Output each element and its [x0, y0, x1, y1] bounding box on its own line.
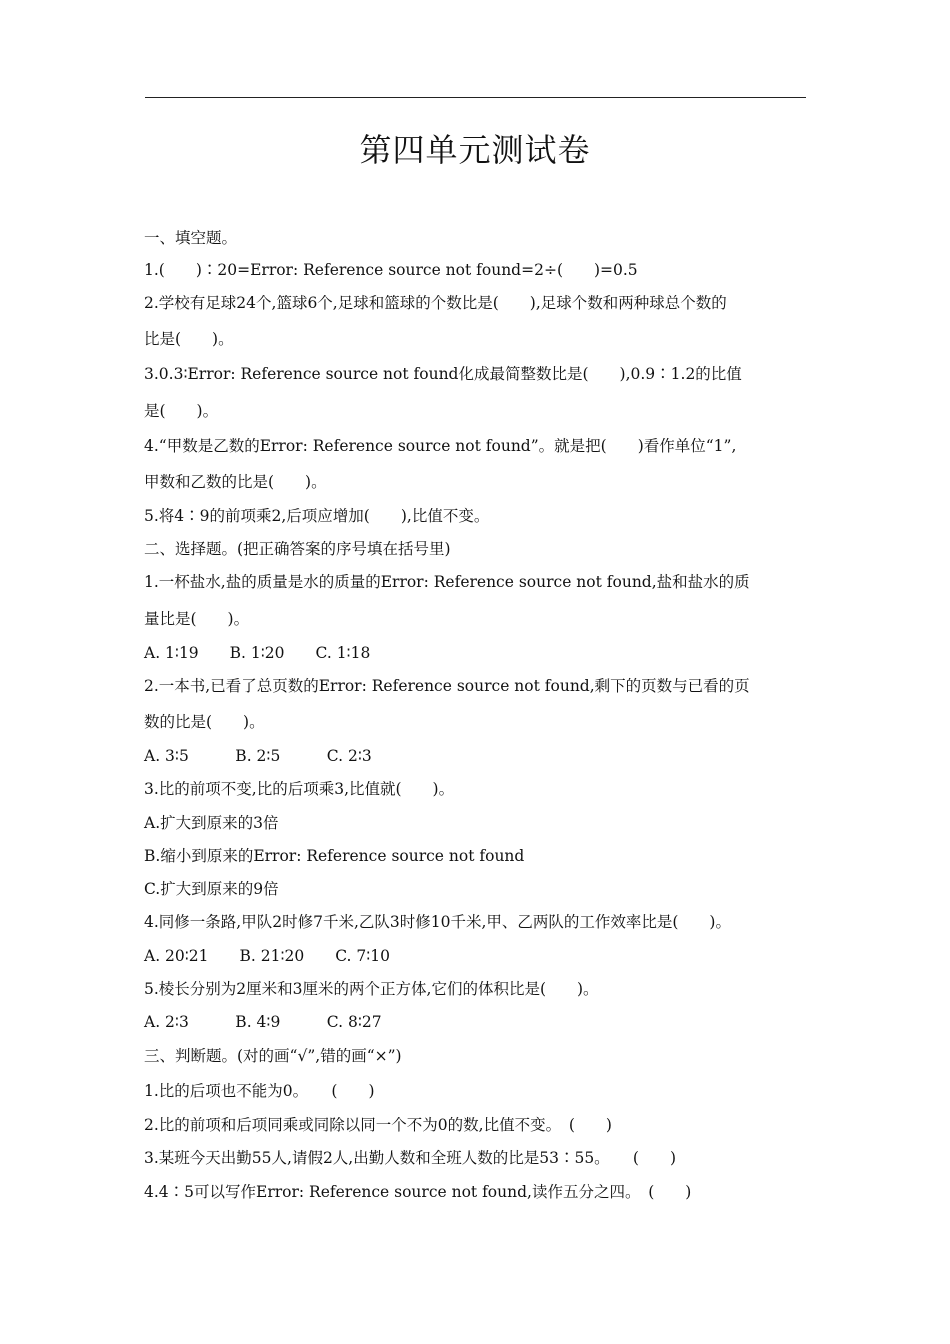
- line-18: B.缩小到原来的Error: Reference source not found: [144, 847, 525, 865]
- line-25: 1.比的后项也不能为0。 ( ): [144, 1082, 375, 1100]
- line-1: 1.( )∶20=Error: Reference source not found=2÷( )=0.5: [144, 261, 638, 279]
- line-15: A. 3∶5 B. 2∶5 C. 2∶3: [144, 747, 372, 765]
- line-17: A.扩大到原来的3倍: [144, 814, 279, 832]
- line-21: A. 20∶21 B. 21∶20 C. 7∶10: [144, 947, 391, 965]
- line-19: C.扩大到原来的9倍: [144, 880, 279, 898]
- line-4: 3.0.3∶Error: Reference source not found化成最简整数比是( ),0.9∶1.2的比值: [144, 365, 742, 383]
- line-22: 5.棱长分别为2厘米和3厘米的两个正方体,它们的体积比是( )。: [144, 980, 599, 998]
- line-14: 数的比是( )。: [144, 713, 265, 731]
- top-rule: [145, 97, 806, 98]
- line-9: 二、选择题。(把正确答案的序号填在括号里): [144, 540, 451, 558]
- line-6: 4.“甲数是乙数的Error: Reference source not found”。就是把( )看作单位“1”,: [144, 437, 737, 455]
- line-23: A. 2∶3 B. 4∶9 C. 8∶27: [144, 1013, 382, 1031]
- line-27: 3.某班今天出勤55人,请假2人,出勤人数和全班人数的比是53∶55。 ( ): [144, 1149, 677, 1167]
- line-5: 是( )。: [144, 402, 219, 420]
- line-8: 5.将4∶9的前项乘2,后项应增加( ),比值不变。: [144, 507, 490, 525]
- line-16: 3.比的前项不变,比的后项乘3,比值就( )。: [144, 780, 455, 798]
- line-0: 一、填空题。: [144, 229, 238, 247]
- line-24: 三、判断题。(对的画“√”,错的画“×”): [144, 1047, 402, 1065]
- line-3: 比是( )。: [144, 330, 234, 348]
- line-11: 量比是( )。: [144, 610, 250, 628]
- line-2: 2.学校有足球24个,篮球6个,足球和篮球的个数比是( ),足球个数和两种球总个数的: [144, 294, 727, 312]
- page-title: 第四单元测试卷: [359, 131, 591, 169]
- line-26: 2.比的前项和后项同乘或同除以同一个不为0的数,比值不变。 ( ): [144, 1116, 612, 1134]
- line-10: 1.一杯盐水,盐的质量是水的质量的Error: Reference source not found,盐和盐水的质: [144, 573, 750, 591]
- line-7: 甲数和乙数的比是( )。: [144, 473, 327, 491]
- line-28: 4.4∶5可以写作Error: Reference source not found,读作五分之四。 ( ): [144, 1183, 692, 1201]
- line-20: 4.同修一条路,甲队2时修7千米,乙队3时修10千米,甲、乙两队的工作效率比是( )。: [144, 913, 731, 931]
- line-12: A. 1∶19 B. 1∶20 C. 1∶18: [144, 644, 371, 662]
- line-13: 2.一本书,已看了总页数的Error: Reference source not found,剩下的页数与已看的页: [144, 677, 750, 695]
